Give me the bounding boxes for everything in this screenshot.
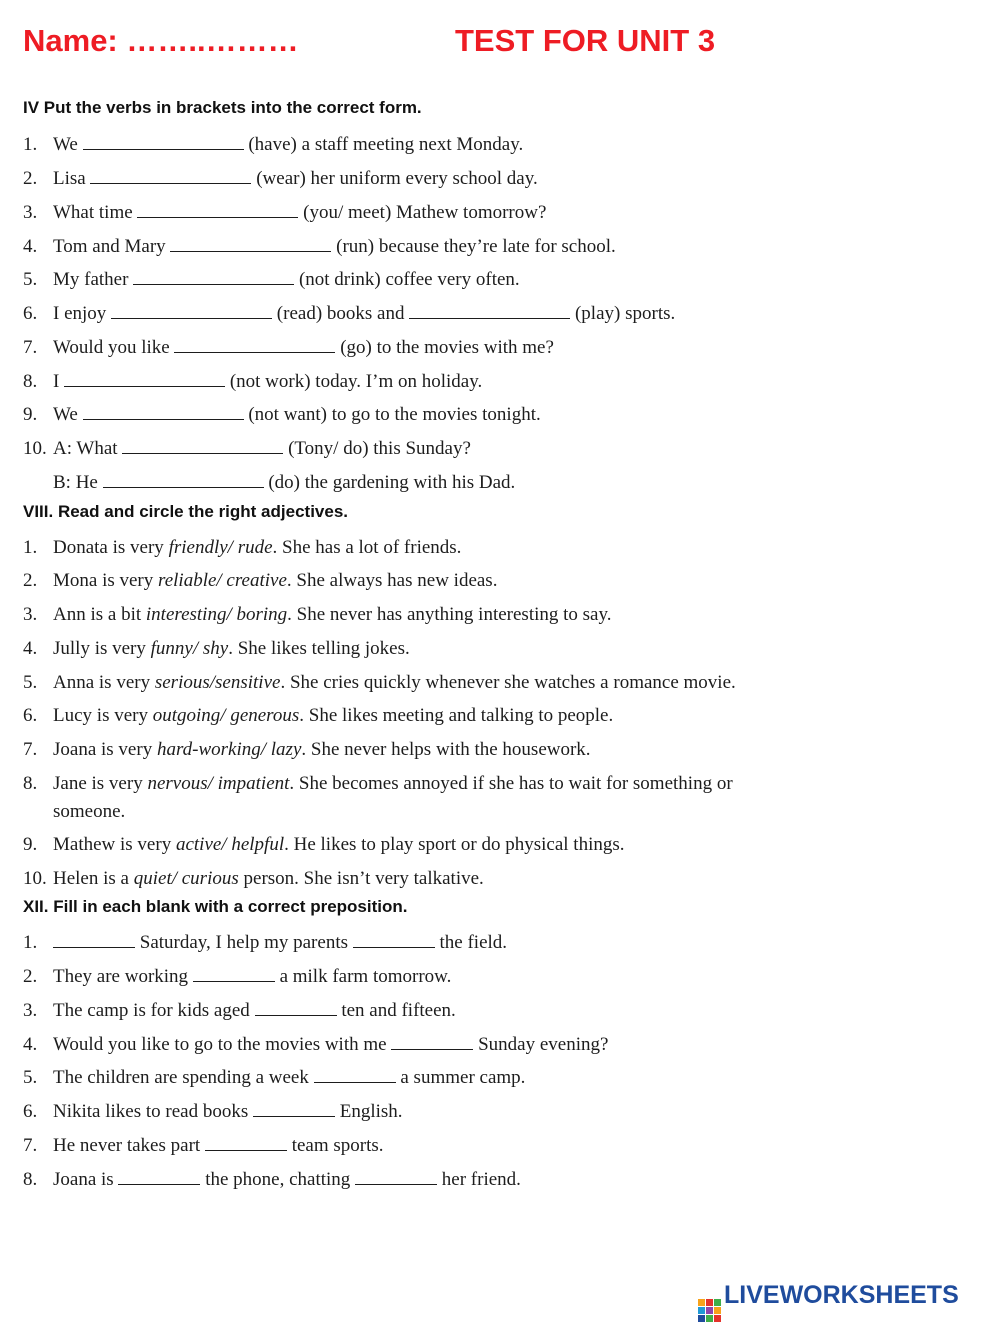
list-item: B: He (do) the gardening with his Dad.	[53, 472, 516, 493]
list-item: 3. The camp is for kids aged ten and fifteen.	[23, 1000, 456, 1021]
adjective-options[interactable]: reliable/ creative	[158, 570, 287, 591]
list-item: 2. Mona is very reliable/ creative. She always has new ideas.	[23, 570, 498, 591]
answer-blank[interactable]	[90, 166, 251, 184]
answer-blank[interactable]	[314, 1065, 396, 1083]
list-item: 2. Lisa (wear) her uniform every school day.	[23, 168, 538, 189]
answer-blank[interactable]	[111, 301, 272, 319]
answer-blank[interactable]	[53, 930, 135, 948]
list-item: 8. I (not work) today. I’m on holiday.	[23, 371, 483, 392]
list-item-continuation: someone.	[53, 801, 126, 822]
list-item: 7. He never takes part team sports.	[23, 1135, 384, 1156]
page-title: TEST FOR UNIT 3	[455, 23, 716, 58]
answer-blank[interactable]	[83, 132, 244, 150]
adjective-options[interactable]: active/ helpful	[175, 834, 285, 855]
list-item: 5. Anna is very serious/sensitive. She cries quickly whenever she watches a romance movie.	[23, 672, 736, 693]
answer-blank[interactable]	[118, 1167, 200, 1185]
logo-grid-icon	[698, 1299, 721, 1322]
logo-square	[714, 1299, 721, 1306]
adjective-options[interactable]: interesting/ boring	[145, 604, 288, 625]
section-xii-heading: XII. Fill in each blank with a correct preposition.	[23, 897, 408, 916]
adjective-options[interactable]: nervous/ impatient	[147, 773, 290, 794]
answer-blank[interactable]	[205, 1133, 287, 1151]
list-item: 2. They are working a milk farm tomorrow.	[23, 966, 452, 987]
section-iv-heading: IV Put the verbs in brackets into the correct form.	[23, 98, 422, 117]
answer-blank[interactable]	[253, 1099, 335, 1117]
adjective-options[interactable]: funny/ shy	[150, 638, 229, 659]
answer-blank[interactable]	[391, 1032, 473, 1050]
list-item: 6. I enjoy (read) books and (play) sports.	[23, 303, 676, 324]
adjective-options[interactable]: hard-working/ lazy	[156, 739, 302, 760]
list-item: 7. Joana is very hard-working/ lazy. She never helps with the housework.	[23, 739, 591, 760]
answer-blank[interactable]	[409, 301, 570, 319]
list-item: 1. Saturday, I help my parents the field.	[23, 932, 508, 953]
answer-blank[interactable]	[255, 998, 337, 1016]
list-item: 4. Jully is very funny/ shy. She likes telling jokes.	[23, 638, 410, 659]
adjective-options[interactable]: quiet/ curious	[133, 868, 239, 889]
logo-square	[706, 1299, 713, 1306]
answer-blank[interactable]	[174, 335, 335, 353]
logo-square	[698, 1307, 705, 1314]
answer-blank[interactable]	[103, 470, 264, 488]
logo-square	[698, 1315, 705, 1322]
section-viii-heading: VIII. Read and circle the right adjectives.	[23, 502, 349, 521]
answer-blank[interactable]	[133, 267, 294, 285]
logo-square	[714, 1315, 721, 1322]
list-item: 8. Jane is very nervous/ impatient. She becomes annoyed if she has to wait for something or	[23, 773, 733, 794]
list-item: 1. Donata is very friendly/ rude. She has a lot of friends.	[23, 537, 462, 558]
list-item: 4. Would you like to go to the movies with me Sunday evening?	[23, 1034, 609, 1055]
answer-blank[interactable]	[64, 369, 225, 387]
logo-square	[698, 1299, 705, 1306]
list-item: 6. Lucy is very outgoing/ generous. She likes meeting and talking to people.	[23, 705, 614, 726]
logo-square	[714, 1307, 721, 1314]
name-label: Name: ……..………	[23, 23, 299, 58]
logo-text: LIVEWORKSHEETS	[724, 1281, 959, 1309]
list-item: 5. My father (not drink) coffee very often.	[23, 269, 520, 290]
list-item: 9. We (not want) to go to the movies tonight.	[23, 404, 541, 425]
list-item: 3. What time (you/ meet) Mathew tomorrow?	[23, 202, 547, 223]
answer-blank[interactable]	[353, 930, 435, 948]
list-item: 6. Nikita likes to read books English.	[23, 1101, 403, 1122]
list-item: 3. Ann is a bit interesting/ boring. She never has anything interesting to say.	[23, 604, 612, 625]
adjective-options[interactable]: serious/sensitive	[154, 672, 281, 693]
logo-square	[706, 1307, 713, 1314]
logo-square	[706, 1315, 713, 1322]
list-item: 5. The children are spending a week a summer camp.	[23, 1067, 526, 1088]
answer-blank[interactable]	[193, 964, 275, 982]
list-item: 9. Mathew is very active/ helpful. He likes to play sport or do physical things.	[23, 834, 625, 855]
list-item: 8. Joana is the phone, chatting her friend.	[23, 1169, 521, 1190]
answer-blank[interactable]	[170, 234, 331, 252]
adjective-options[interactable]: outgoing/ generous	[152, 705, 300, 726]
adjective-options[interactable]: friendly/ rude	[168, 537, 273, 558]
answer-blank[interactable]	[122, 436, 283, 454]
list-item: 4. Tom and Mary (run) because they’re late for school.	[23, 236, 616, 257]
list-item: 10. A: What (Tony/ do) this Sunday?	[23, 438, 471, 459]
list-item: 7. Would you like (go) to the movies with me?	[23, 337, 554, 358]
answer-blank[interactable]	[355, 1167, 437, 1185]
list-item: 10. Helen is a quiet/ curious person. She isn’t very talkative.	[23, 868, 484, 889]
list-item: 1. We (have) a staff meeting next Monday.	[23, 134, 524, 155]
answer-blank[interactable]	[83, 402, 244, 420]
answer-blank[interactable]	[137, 200, 298, 218]
